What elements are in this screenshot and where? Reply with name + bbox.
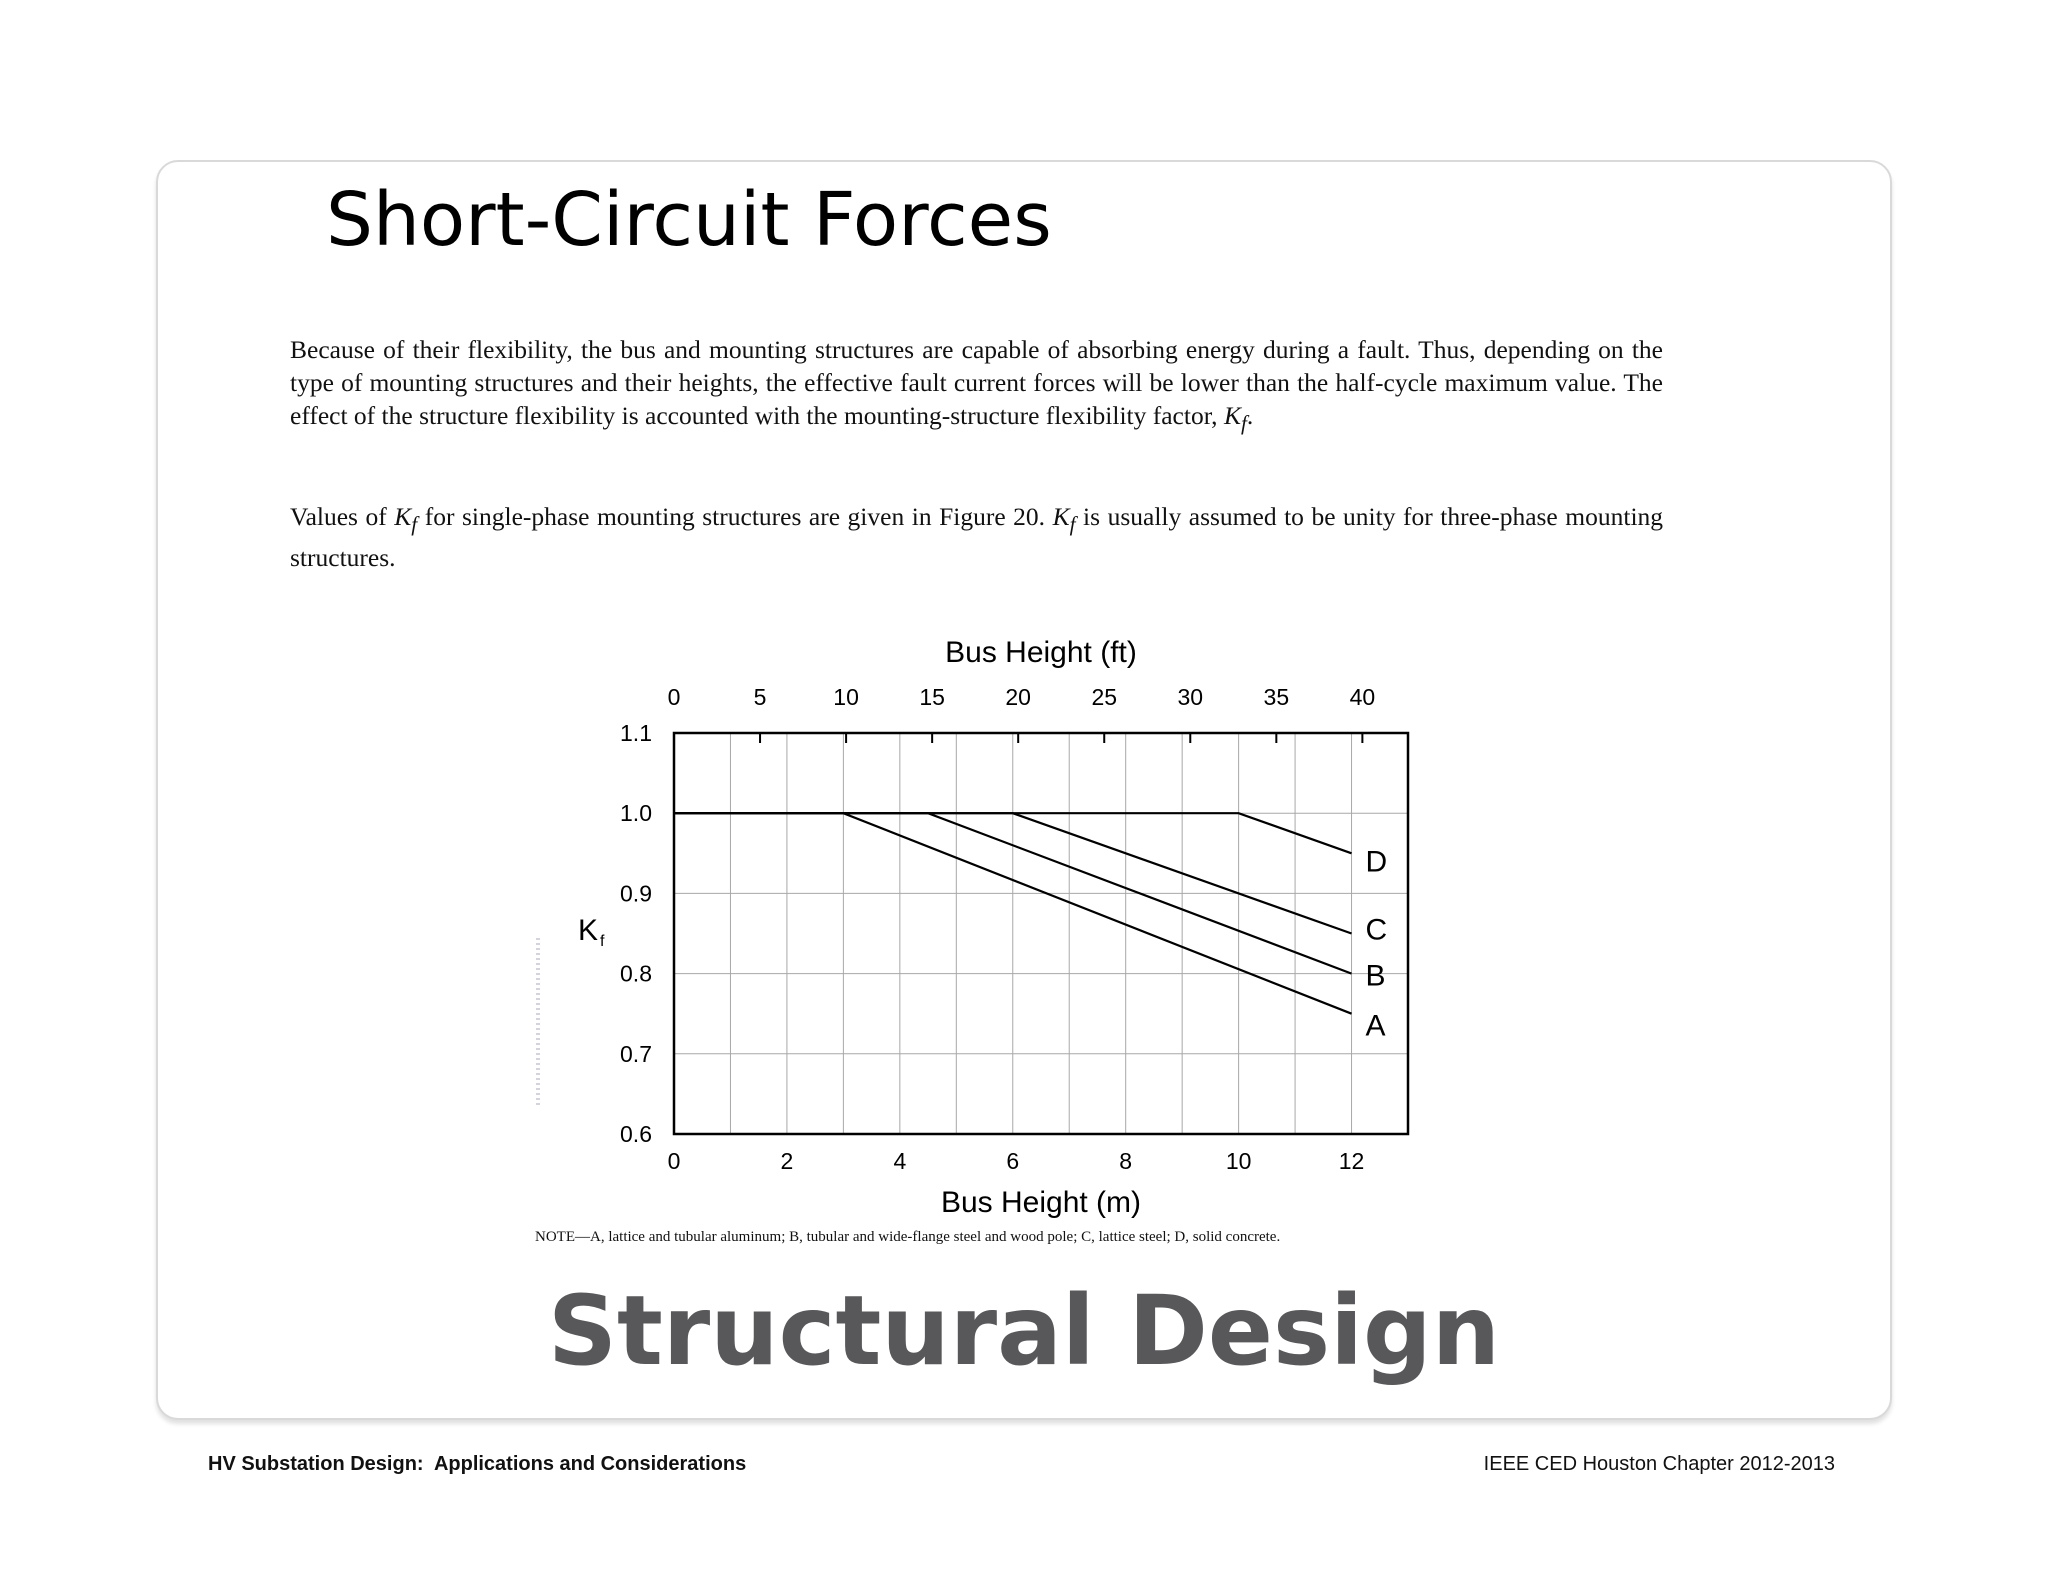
paragraph-flexibility: Because of their flexibility, the bus and mounting structures are capable of absorbing energy during a fault. Thus, depending on the type of mounting structures and their heights, the effective fault current forces will be lower than the half-cycle maximum value. The effect of the structure flexibility is accounted with the mounting-structure flexibility factor, $K_f$. (290, 335, 1663, 436)
x-tick-label: 0 (667, 1148, 681, 1174)
series-label-a: A (1365, 1009, 1386, 1043)
x-tick-label: 8 (1119, 1148, 1133, 1174)
kf-variable: $K_f$ (394, 502, 418, 537)
x2-tick-label: 0 (667, 684, 681, 710)
y-axis-label-subscript: f (600, 933, 605, 950)
x2-tick-label: 15 (919, 684, 945, 710)
x2-tick-label: 25 (1091, 684, 1118, 710)
series-label-d: D (1365, 845, 1388, 879)
footer-left: HV Substation Design: Applications and Considerations (208, 1453, 747, 1475)
x-tick-label: 12 (1338, 1148, 1365, 1174)
series-label-c: C (1365, 913, 1388, 947)
x2-tick-label: 20 (1005, 684, 1031, 710)
y-tick-label: 1.1 (620, 720, 652, 746)
x2-tick-label: 5 (753, 684, 767, 710)
slide-title: Short-Circuit Forces (326, 177, 1052, 263)
y-axis-label: K (578, 914, 599, 947)
kf-variable: $K_f$ (1052, 502, 1076, 537)
x2-tick-label: 35 (1263, 684, 1290, 710)
x2-tick-label: 30 (1177, 684, 1204, 710)
section-title: Structural Design (547, 1275, 1501, 1387)
plot-frame (674, 733, 1408, 1134)
paragraph-flexibility-text: Because of their flexibility, the bus and mounting structures are capable of absorbing energy during a fault. Thus, depending on the type of mounting structures and their heights, the effective fault current forces will be lower than the half-cycle maximum value. The effect of the structure flexibility is accounted with the mounting-structure flexibility factor, (290, 335, 1663, 430)
x2-axis-label: Bus Height (ft) (945, 636, 1137, 669)
y-tick-label: 0.6 (620, 1121, 652, 1147)
y-tick-label: 0.8 (620, 960, 652, 987)
chart-note: NOTE—A, lattice and tubular aluminum; B, tubular and wide-flange steel and wood pole; C, lattice steel; D, solid concrete. (535, 1229, 1281, 1245)
x-tick-label: 10 (1225, 1148, 1252, 1174)
series-label-b: B (1365, 959, 1386, 993)
kf-variable: $K_f$ (1223, 401, 1247, 436)
y-tick-label: 0.7 (620, 1040, 652, 1067)
x2-tick-label: 10 (833, 684, 859, 710)
x-tick-label: 6 (1006, 1148, 1020, 1174)
y-tick-label: 1.0 (620, 800, 652, 827)
x-axis-label: Bus Height (m) (940, 1186, 1142, 1219)
x2-tick-label: 40 (1349, 684, 1376, 710)
x-tick-label: 4 (893, 1148, 907, 1174)
paragraph-values: Values of $K_f$ for single-phase mounting structures are given in Figure 20. $K_f$ is usually assumed to be unity for three-phase mounting structures. (290, 502, 1664, 573)
y-tick-label: 0.9 (620, 880, 652, 907)
footer-right: IEEE CED Houston Chapter 2012-2013 (1483, 1453, 1835, 1475)
x-tick-label: 2 (780, 1148, 794, 1174)
